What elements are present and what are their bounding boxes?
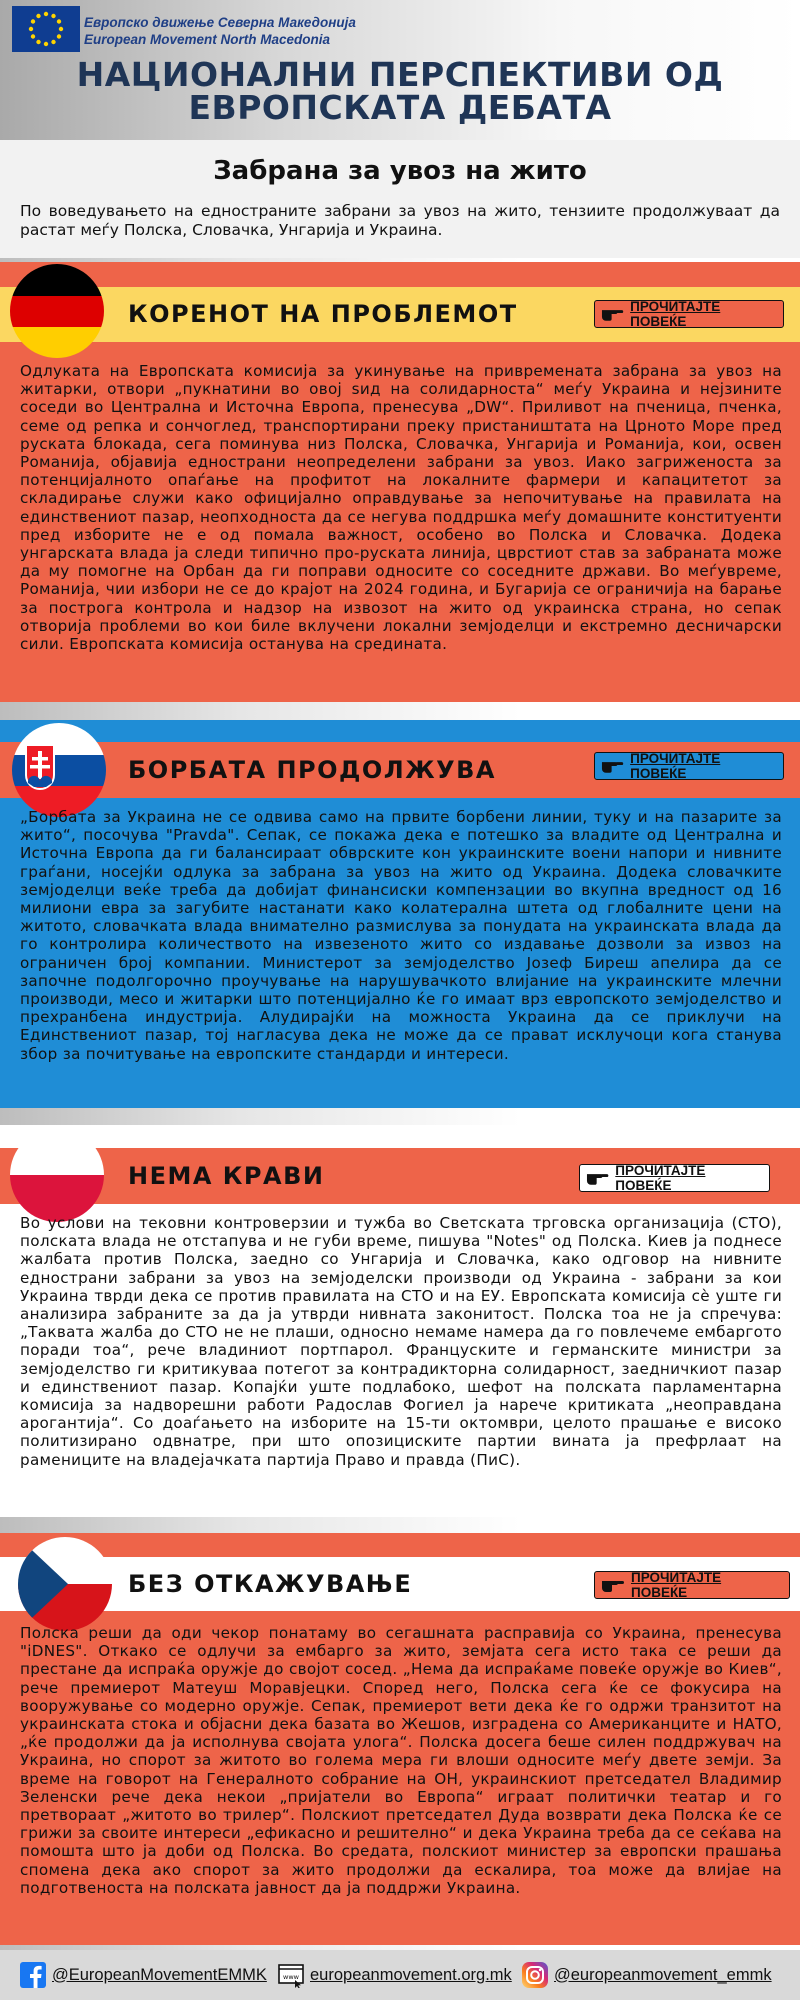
web-browser-icon: [278, 1962, 304, 1988]
facebook-handle: @EuropeanMovementEMMK: [52, 1965, 267, 1984]
section-title: КОРЕНОТ НА ПРОБЛЕМОТ: [128, 300, 518, 328]
footer: [0, 1950, 800, 2000]
read-more-label: ПРОЧИТАЈТЕ ПОВЕЌЕ: [630, 751, 721, 781]
slovakia-flag-icon: [12, 723, 106, 817]
section-body-text: Во услови на тековни контроверзии и тужба во Светската трговска организација (СТО), полската влада не отстапува и не губи време, пишува "Notes" од Полска. Киев ја поднесе жалбата против Полска, заедно со Унгарија и Словачка, како одговор на нивните еднострани забрани за увоз на земјоделски производи од Украина - забрани за кои Украина тврди дека се против правилата на СТО и на ЕУ. Европската комисија сè уште ги анализира забраните за да ја утврди нивната законитост. Полска тоа не ја спречува: „Таквата жалба до СТО не не плаши, односно немаме намера да го повлечеме ембаргото поради тоа“, рече владиниот портпарол. Француските и германските министри за земјоделство ги критикуваа потегот за контрадикторна солидарност, заедничкиот пазар и единствениот пазар. Копајќи уште подлабоко, шефот на полската парламентарна комисија за надворешни работи Радослав Фогиел ја нарече критиката „неоправдана арогантија“. Со доаѓањето на изборите на 15-ти октомври, целото прашање е високо политизирано одвнатре, при што опозициските партии вината ја префрлаат на рамениците на владејачката партија Право и правда (ПиС).: [20, 1214, 782, 1469]
pointing-hand-icon: [601, 1577, 625, 1593]
read-more-button[interactable]: [579, 1164, 770, 1192]
section-body-text: „Борбата за Украина не се одвива само на првите борбени линии, туку и на пазарите за жито“, посочува "Pravda". Сепак, се покажа дека е потешко за владите од Централна и Источна Европа да ги балансираат обврските кон украинските воени напори и нивните граѓани, носејќи одлука за забрана за увоз на жито од Украина. Додека словачките земјоделци веќе треба да добијат финансиски компензации во вкупна вредност од 16 милиони евра за загубите настанати како колатерална штета од глобалните цени на житото, словачката влада внимателно размислува за понудата на украинската влада да го контролира количеството на извезеното жито со издавање дозволи за извоз на ограничен број компании. Министерот за земјоделство Јозеф Биреш апелира да се започне подолгорочно проучување на нарушувачкото влијание на украинските млечни производи, месо и житарки што потенцијално ќе го имаат врз европското земјоделство и прехранбена индустрија. Алудирајќи на можноста Украина да се приклучи на Единствениот пазар, тој нагласува дека не може да се прават исклучоци кога станува збор за почитување на европските стандарди и интереси.: [20, 808, 782, 1063]
intro-panel: [0, 140, 800, 258]
read-more-label: ПРОЧИТАЈТЕ ПОВЕЌЕ: [615, 1163, 706, 1193]
section-body-text: Полска реши да оди чекор понатаму во сегашната расправија со Украина, пренесува "iDNES". Откако се одлучи за ембарго за жито, земјата сега исто така се реши да престане да испраќа оружје до својот сосед. „Нема да испраќаме повеќе оружје во Киев“, рече премиерот Матеуш Моравјецки. Според него, Полска сега ќе се фокусира на вооружување со модерно оружје. Сепак, премиерот вети дека ќе го одржи транзитот на украинската стока и објасни дека базата во Жешов, изградена со Американците и НАТО, „ќе продолжи да ја исполнува својата улога“. Полска досега беше силен поддржувач на Украина, но спорот за житото во голема мера ги влоши односите меѓу двете земји. За време на говорот на Генералното собрание на ОН, украинскиот претседател Владимир Зеленски рече дека некои „пријатели во Европа“ играат политички театар и го претвораат „житото во трилер“. Полскиот претседател Дуда возврати дека Полска ќе се грижи за своите интереси „ефикасно и решително“ и дека Украина треба да се сеќава на помошта што ја доби од Полска. Во средата, полскиот министер за европски прашања спомена дека ако спорот за жито продолжи да ескалира, тоа може да влијае на подготвеноста на полската јавност да ја поддржи Украина.: [20, 1624, 782, 1897]
pointing-hand-icon: [586, 1170, 609, 1186]
intro-title: Забрана за увоз на жито: [213, 156, 587, 186]
website-link[interactable]: [278, 1962, 512, 1988]
read-more-label: ПРОЧИТАЈТЕ ПОВЕЌЕ: [630, 1570, 722, 1600]
section-title: БОРБАТА ПРОДОЛЖУВА: [128, 756, 496, 784]
page-header: [0, 0, 800, 140]
website-url: europeanmovement.org.mk: [310, 1965, 512, 1984]
pointing-hand-icon: [601, 306, 624, 322]
germany-flag-icon: [10, 264, 104, 358]
page-title: [0, 55, 800, 127]
organization-name-mk: Европско движење Северна Македонија: [84, 15, 356, 30]
svg-text:www: www: [283, 1973, 299, 1981]
eu-flag-logo-icon: [12, 6, 80, 52]
facebook-link[interactable]: [20, 1962, 267, 1988]
poland-flag-icon: [10, 1128, 104, 1222]
instagram-link[interactable]: [522, 1962, 772, 1988]
read-more-button[interactable]: [594, 752, 784, 780]
organization-name-en: European Movement North Macedonia: [84, 32, 331, 47]
section-body-text: Одлуката на Европската комисија за укинување на привремената забрана за увоз на житарки, отвори „пукнатини во овој ѕид на солидарноста“ меѓу Украина и нејзините соседи во Централна и Источна Европа, пренесува „DW“. Приливот на пченица, пченка, семе од репка и сончоглед, транспортирани преку пристаништата на Црното Море пред руската блокада, сега поминува низ Полска, Словачка, Унгарија и Романија, кои, освен Романија, објавија еднострани неопределени забрани за увоз. Иако загриженоста за потенцијалното опаѓање на профитот на локалните фармери и капацитетот за складирање служи како официјално оправдување за непочитување на правилата на единствениот пазар, неопходноста да се негува поддршка меѓу домашните конституенти пред изборите не е од помала важност, особено во Полска и Словачка. Додека унгарската влада ја следи типично про-руската линија, цврстиот став за забраната може да му помогне на Орбан да ги поправи односите со соседните држави. Во меѓувреме, Романија, чии избори не се до крајот на 2024 година, и Бугарија се ограничија на барање за построга контрола и надзор на извозот на жито од украинска страна, но сепак отворија проблеми во кои биле вклучени локални земјоделци и екстремно десничарски сили. Европската комисија останува на средината.: [20, 362, 782, 654]
page-title-line-2: ЕВРОПСКАТА ДЕБАТА: [188, 88, 612, 127]
page-title-line-1: НАЦИОНАЛНИ ПЕРСПЕКТИВИ ОД: [76, 55, 724, 94]
facebook-icon: [20, 1962, 46, 1988]
instagram-handle: @europeanmovement_emmk: [554, 1965, 772, 1984]
read-more-button[interactable]: [594, 1571, 790, 1599]
section-title: БЕЗ ОТКАЖУВАЊЕ: [128, 1570, 413, 1598]
organization-name: [84, 14, 356, 48]
section-title: НЕМА КРАВИ: [128, 1162, 325, 1190]
pointing-hand-icon: [601, 758, 624, 774]
intro-text: По воведувањето на едностраните забрани за увоз на жито, тензиите продолжуваат да растат меѓу Полска, Словачка, Унгарија и Украина.: [20, 202, 780, 239]
czech-flag-icon: [18, 1537, 112, 1631]
read-more-label: ПРОЧИТАЈТЕ ПОВЕЌЕ: [630, 299, 721, 329]
read-more-button[interactable]: [594, 300, 784, 328]
instagram-icon: [522, 1962, 548, 1988]
